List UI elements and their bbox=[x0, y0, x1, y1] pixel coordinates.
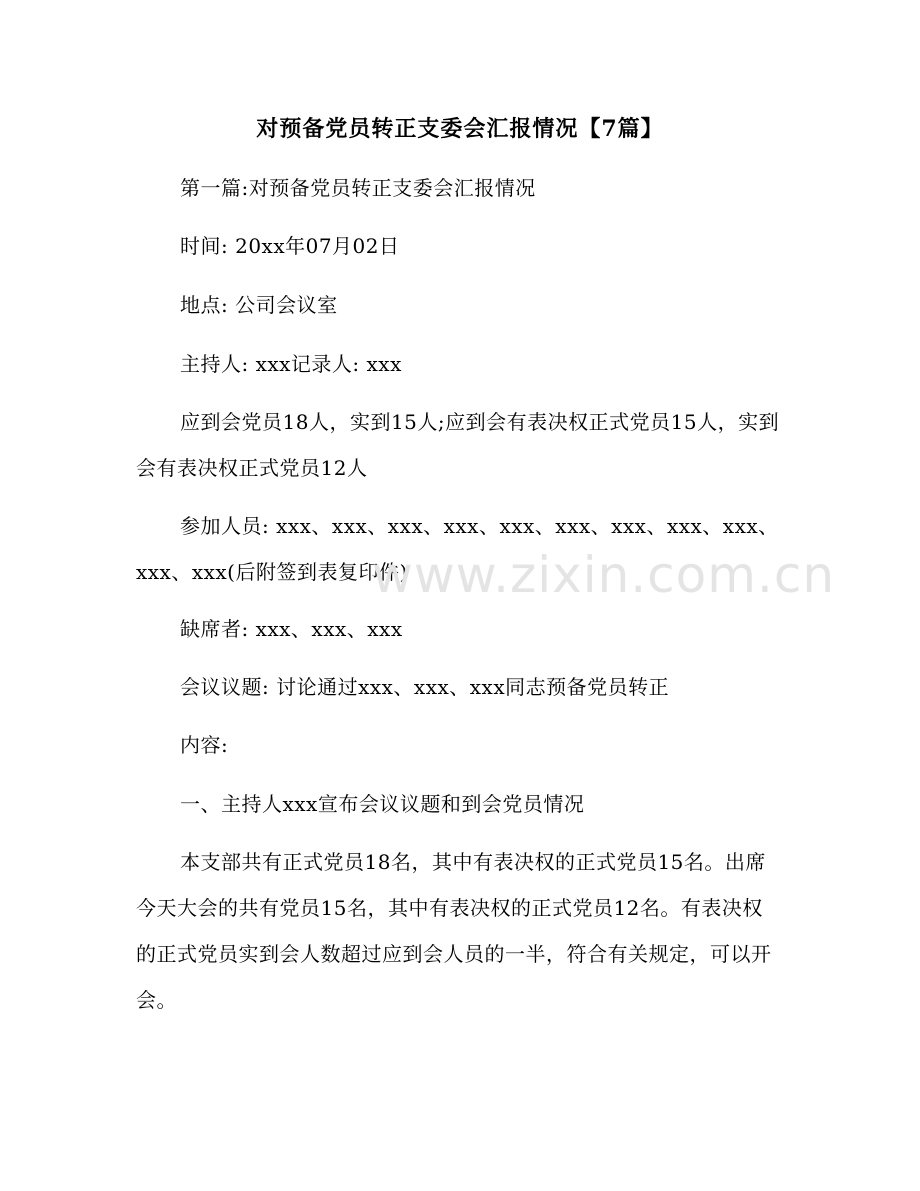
paragraph-meeting-location: 地点: 公司会议室 bbox=[180, 293, 338, 317]
paragraph-member-summary: 本支部共有正式党员18名，其中有表决权的正式党员15名。出席今天大会的共有党员15名，其中有表决权的正式党员12名。有表决权的正式党员实到会人数超过应到会人员的一半，符合有关规定，可以开会。 bbox=[136, 850, 772, 1012]
paragraph-participants: 参加人员: xxx、xxx、xxx、xxx、xxx、xxx、xxx、xxx、xxx、xxx、xxx(后附签到表复印件) bbox=[136, 514, 779, 584]
paragraph-meeting-topic: 会议议题: 讨论通过xxx、xxx、xxx同志预备党员转正 bbox=[180, 675, 670, 699]
paragraph-content-label: 内容: bbox=[180, 733, 229, 757]
paragraph-host-recorder: 主持人: xxx记录人: xxx bbox=[180, 352, 402, 376]
paragraph-absentees: 缺席者: xxx、xxx、xxx bbox=[180, 617, 403, 641]
document-title: 对预备党员转正支委会汇报情况【7篇】 bbox=[256, 116, 664, 142]
paragraph-item-one: 一、主持人xxx宣布会议议题和到会党员情况 bbox=[180, 792, 585, 816]
paragraph-attendance-count: 应到会党员18人，实到15人;应到会有表决权正式党员15人，实到会有表决权正式党员12人 bbox=[136, 410, 780, 480]
watermark: www.zixin.com.cn bbox=[372, 546, 836, 604]
paragraph-meeting-time: 时间: 20xx年07月02日 bbox=[180, 234, 400, 258]
paragraph-section-heading: 第一篇:对预备党员转正支委会汇报情况 bbox=[180, 176, 536, 200]
